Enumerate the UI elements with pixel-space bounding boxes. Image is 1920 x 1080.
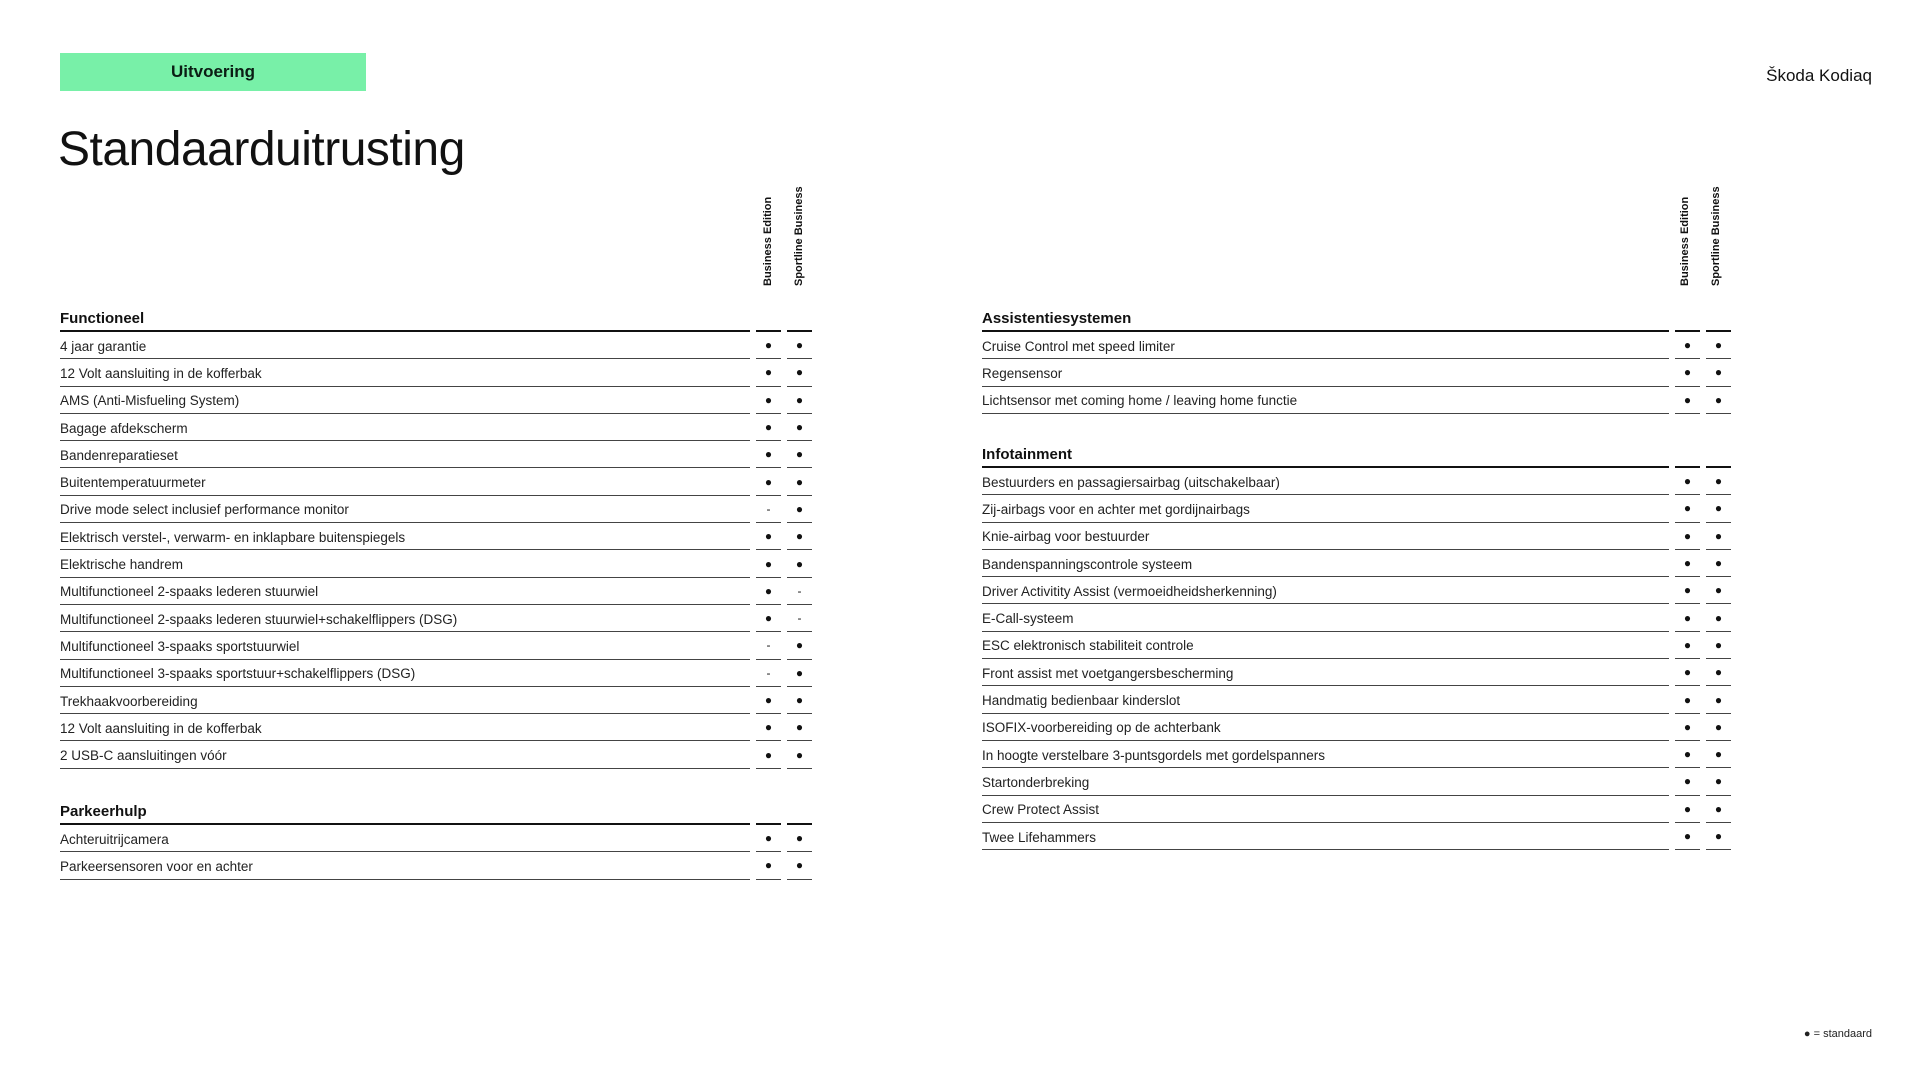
legend: ● = standaard — [1803, 1028, 1872, 1040]
equipment-section — [982, 298, 1731, 414]
feature-label: Cruise Control met speed limiter — [982, 332, 1669, 359]
availability-mark: - — [787, 605, 812, 632]
column-header — [1670, 188, 1700, 298]
table-row — [982, 495, 1731, 522]
column-header-label: Business Edition — [762, 196, 774, 286]
availability-mark: ● — [1675, 523, 1700, 550]
feature-label: Zij-airbags voor en achter met gordijnairbags — [982, 495, 1669, 522]
column-header-label: Business Edition — [1679, 196, 1691, 286]
availability-mark: ● — [1675, 604, 1700, 631]
availability-mark: - — [787, 578, 812, 605]
feature-label: Bandenreparatieset — [60, 441, 750, 468]
availability-mark: ● — [1706, 768, 1731, 795]
feature-label: 2 USB-C aansluitingen vóór — [60, 741, 750, 768]
availability-mark: ● — [756, 468, 781, 495]
column-header — [784, 188, 814, 298]
table-row — [60, 852, 812, 879]
feature-label: Lichtsensor met coming home / leaving home functie — [982, 387, 1669, 414]
table-row — [982, 796, 1731, 823]
section-header — [60, 791, 812, 825]
feature-label: 12 Volt aansluiting in de kofferbak — [60, 714, 750, 741]
table-row — [60, 441, 812, 468]
table-row — [982, 550, 1731, 577]
availability-mark: ● — [1675, 387, 1700, 414]
availability-mark: ● — [787, 523, 812, 550]
availability-mark: ● — [1706, 359, 1731, 386]
availability-mark: ● — [1706, 387, 1731, 414]
column-header-label: Sportline Business — [1710, 186, 1722, 286]
feature-label: Achteruitrijcamera — [60, 825, 750, 852]
availability-mark: ● — [1675, 359, 1700, 386]
table-row — [60, 387, 812, 414]
availability-mark: ● — [1706, 550, 1731, 577]
feature-label: 12 Volt aansluiting in de kofferbak — [60, 359, 750, 386]
feature-label: Front assist met voetgangersbescherming — [982, 659, 1669, 686]
table-row — [982, 823, 1731, 850]
equipment-section — [60, 298, 812, 769]
availability-mark: ● — [1706, 577, 1731, 604]
section-header-cell — [756, 298, 781, 332]
column-header — [753, 188, 783, 298]
availability-mark: ● — [1675, 632, 1700, 659]
column-header-label: Sportline Business — [793, 186, 805, 286]
availability-mark: ● — [787, 468, 812, 495]
table-row — [982, 686, 1731, 713]
availability-mark: ● — [787, 414, 812, 441]
feature-label: ESC elektronisch stabiliteit controle — [982, 632, 1669, 659]
availability-mark: ● — [1706, 823, 1731, 850]
equipment-section — [60, 791, 812, 880]
table-row — [60, 496, 812, 523]
feature-label: Multifunctioneel 2-spaaks lederen stuurwiel+schakelflippers (DSG) — [60, 605, 750, 632]
section-header-cell — [756, 791, 781, 825]
feature-label: ISOFIX-voorbereiding op de achterbank — [982, 714, 1669, 741]
feature-label: E-Call-systeem — [982, 604, 1669, 631]
availability-mark: ● — [1675, 468, 1700, 495]
availability-mark: ● — [1706, 741, 1731, 768]
availability-mark: ● — [756, 825, 781, 852]
availability-mark: ● — [1706, 468, 1731, 495]
table-row — [982, 332, 1731, 359]
availability-mark: ● — [1675, 577, 1700, 604]
feature-label: Drive mode select inclusief performance monitor — [60, 496, 750, 523]
availability-mark: ● — [756, 359, 781, 386]
feature-label: Elektrische handrem — [60, 550, 750, 577]
availability-mark: ● — [1675, 495, 1700, 522]
table-row — [60, 468, 812, 495]
availability-mark: ● — [1706, 796, 1731, 823]
feature-label: Trekhaakvoorbereiding — [60, 687, 750, 714]
availability-mark: ● — [756, 687, 781, 714]
table-row — [60, 550, 812, 577]
availability-mark: ● — [756, 387, 781, 414]
section-header-cell — [1675, 434, 1700, 468]
availability-mark: ● — [756, 741, 781, 768]
feature-label: Twee Lifehammers — [982, 823, 1669, 850]
table-row — [60, 414, 812, 441]
section-header-cell — [1706, 298, 1731, 332]
table-row — [60, 632, 812, 659]
table-row — [60, 687, 812, 714]
feature-label: Bestuurders en passagiersairbag (uitschakelbaar) — [982, 468, 1669, 495]
table-row — [60, 359, 812, 386]
availability-mark: ● — [1675, 332, 1700, 359]
availability-mark: ● — [787, 441, 812, 468]
section-header — [982, 298, 1731, 332]
availability-mark: ● — [756, 605, 781, 632]
availability-mark: ● — [756, 523, 781, 550]
section-tag: Uitvoering — [60, 53, 366, 91]
feature-label: Elektrisch verstel-, verwarm- en inklapbare buitenspiegels — [60, 523, 750, 550]
availability-mark: ● — [787, 714, 812, 741]
availability-mark: ● — [1675, 741, 1700, 768]
table-row — [982, 523, 1731, 550]
availability-mark: ● — [787, 687, 812, 714]
availability-mark: ● — [1675, 768, 1700, 795]
table-row — [60, 523, 812, 550]
feature-label: Bagage afdekscherm — [60, 414, 750, 441]
availability-mark: ● — [1675, 550, 1700, 577]
availability-mark: ● — [787, 825, 812, 852]
feature-label: Parkeersensoren voor en achter — [60, 852, 750, 879]
availability-mark: ● — [1675, 686, 1700, 713]
feature-label: AMS (Anti-Misfueling System) — [60, 387, 750, 414]
availability-mark: ● — [787, 387, 812, 414]
feature-label: Knie-airbag voor bestuurder — [982, 523, 1669, 550]
section-header-cell — [787, 791, 812, 825]
availability-mark: ● — [1675, 714, 1700, 741]
table-row — [60, 714, 812, 741]
table-row — [60, 605, 812, 632]
feature-label: Regensensor — [982, 359, 1669, 386]
table-row — [982, 714, 1731, 741]
availability-mark: ● — [1706, 332, 1731, 359]
availability-mark: ● — [787, 496, 812, 523]
left-column-headers — [753, 188, 815, 298]
availability-mark: ● — [787, 359, 812, 386]
table-row — [60, 660, 812, 687]
section-header-cell — [1675, 298, 1700, 332]
feature-label: Multifunctioneel 3-spaaks sportstuurwiel — [60, 632, 750, 659]
table-row — [60, 578, 812, 605]
table-row — [982, 468, 1731, 495]
availability-mark: ● — [1706, 632, 1731, 659]
availability-mark: ● — [787, 852, 812, 879]
section-header — [982, 434, 1731, 468]
availability-mark: ● — [756, 441, 781, 468]
availability-mark: - — [756, 660, 781, 687]
availability-mark: ● — [1706, 604, 1731, 631]
availability-mark: ● — [787, 550, 812, 577]
availability-mark: ● — [756, 414, 781, 441]
table-row — [982, 387, 1731, 414]
availability-mark: ● — [787, 660, 812, 687]
table-row — [60, 741, 812, 768]
section-title: Assistentiesystemen — [982, 298, 1669, 332]
table-row — [982, 632, 1731, 659]
availability-mark: ● — [1706, 686, 1731, 713]
table-row — [60, 825, 812, 852]
section-title: Parkeerhulp — [60, 791, 750, 825]
feature-label: Crew Protect Assist — [982, 796, 1669, 823]
right-column-headers — [1670, 188, 1732, 298]
availability-mark: ● — [787, 332, 812, 359]
table-row — [982, 359, 1731, 386]
table-row — [60, 332, 812, 359]
availability-mark: ● — [787, 632, 812, 659]
brand-name: Škoda Kodiaq — [1766, 66, 1872, 85]
section-header-cell — [1706, 434, 1731, 468]
availability-mark: - — [756, 496, 781, 523]
feature-label: In hoogte verstelbare 3-puntsgordels met gordelspanners — [982, 741, 1669, 768]
table-row — [982, 741, 1731, 768]
availability-mark: ● — [756, 550, 781, 577]
availability-mark: ● — [1675, 659, 1700, 686]
availability-mark: ● — [1675, 823, 1700, 850]
availability-mark: ● — [756, 332, 781, 359]
feature-label: Handmatig bedienbaar kinderslot — [982, 686, 1669, 713]
availability-mark: ● — [787, 741, 812, 768]
availability-mark: ● — [1675, 796, 1700, 823]
feature-label: 4 jaar garantie — [60, 332, 750, 359]
feature-label: Multifunctioneel 2-spaaks lederen stuurwiel — [60, 578, 750, 605]
section-title: Functioneel — [60, 298, 750, 332]
column-header — [1701, 188, 1731, 298]
availability-mark: ● — [756, 852, 781, 879]
table-row — [982, 768, 1731, 795]
section-header-cell — [787, 298, 812, 332]
feature-label: Startonderbreking — [982, 768, 1669, 795]
availability-mark: ● — [1706, 523, 1731, 550]
availability-mark: ● — [756, 578, 781, 605]
availability-mark: ● — [1706, 714, 1731, 741]
page-title: Standaarduitrusting — [58, 123, 465, 176]
availability-mark: ● — [1706, 495, 1731, 522]
feature-label: Driver Activitity Assist (vermoeidheidsherkenning) — [982, 577, 1669, 604]
table-row — [982, 604, 1731, 631]
feature-label: Buitentemperatuurmeter — [60, 468, 750, 495]
availability-mark: ● — [756, 714, 781, 741]
availability-mark: - — [756, 632, 781, 659]
availability-mark: ● — [1706, 659, 1731, 686]
section-title: Infotainment — [982, 434, 1669, 468]
equipment-section — [982, 434, 1731, 850]
table-row — [982, 577, 1731, 604]
table-row — [982, 659, 1731, 686]
section-header — [60, 298, 812, 332]
feature-label: Multifunctioneel 3-spaaks sportstuur+schakelflippers (DSG) — [60, 660, 750, 687]
feature-label: Bandenspanningscontrole systeem — [982, 550, 1669, 577]
